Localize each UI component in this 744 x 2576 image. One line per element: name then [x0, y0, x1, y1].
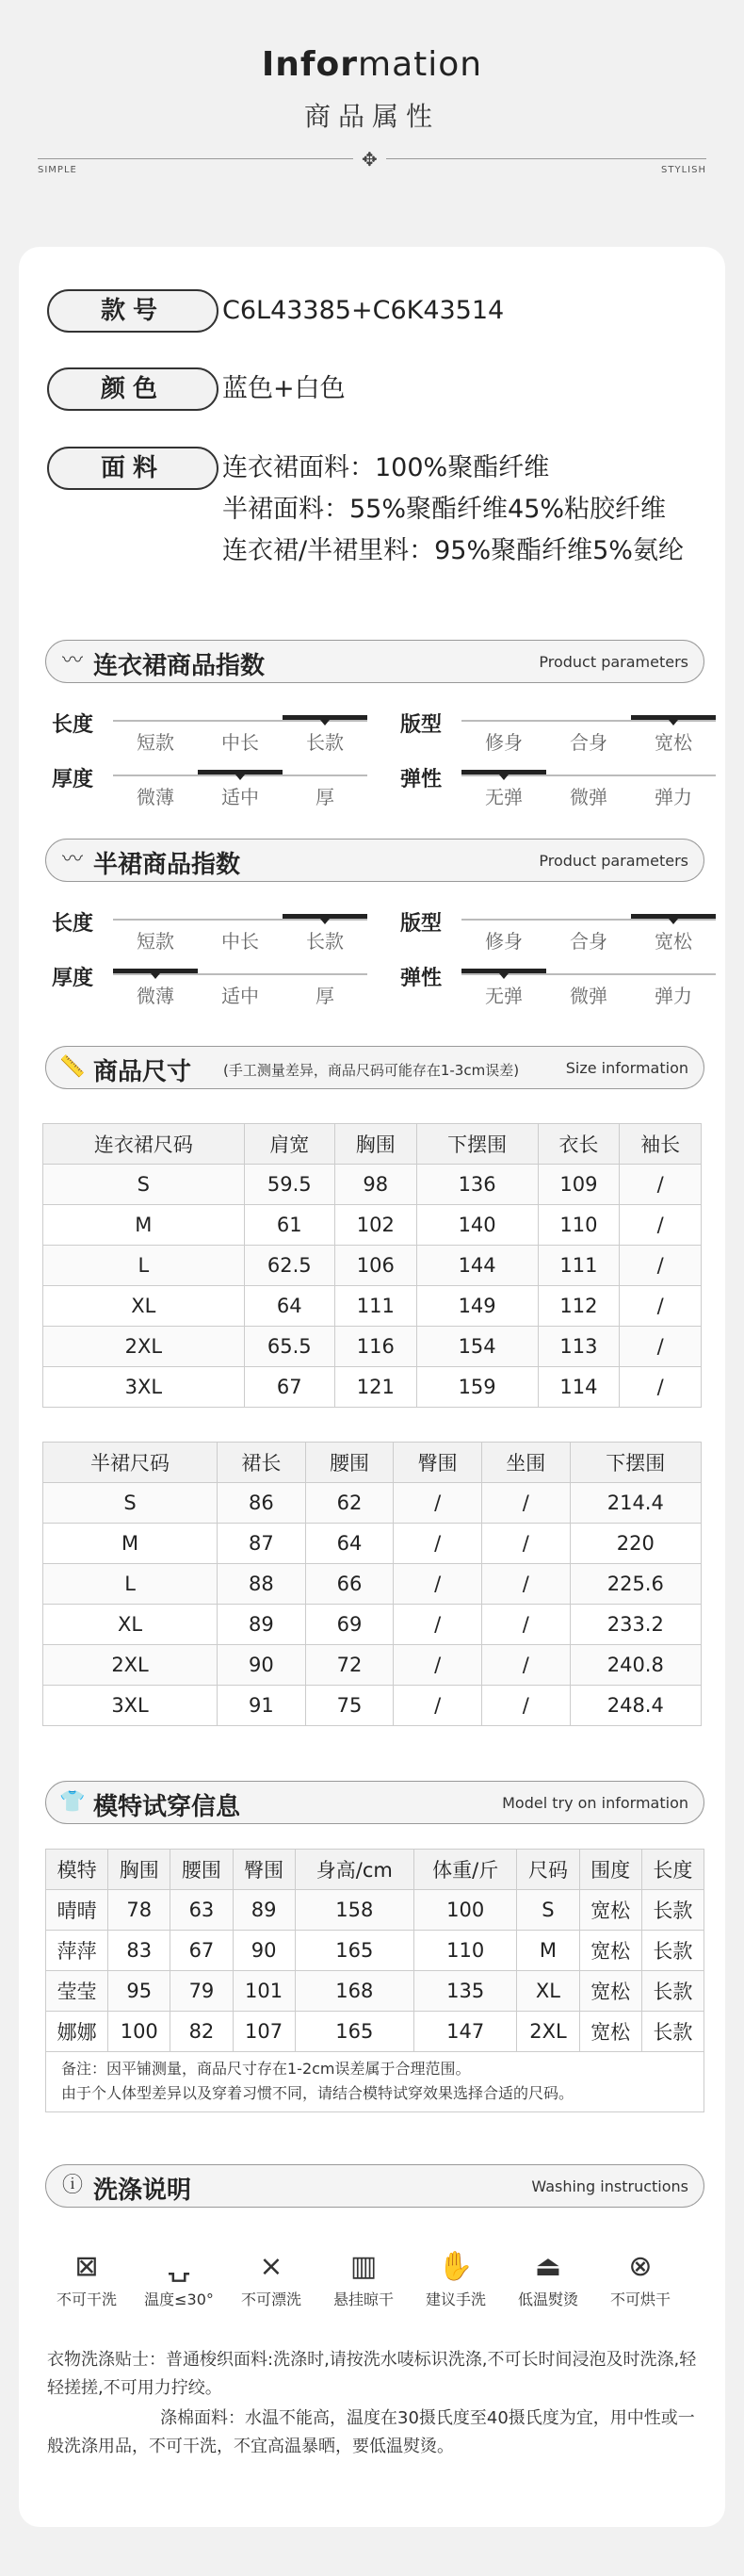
skirt-size-table: [42, 1442, 702, 1726]
table-cell: 168: [295, 1971, 413, 2012]
table-cell: 106: [334, 1246, 416, 1286]
remark-line: 由于个人体型差异以及穿着习惯不同，请结合模特试穿效果选择合适的尺码。: [61, 2084, 574, 2102]
index-option: 长款: [306, 930, 344, 953]
wash-icon-label: 不可烘干: [609, 2291, 671, 2308]
table-header-cell: 尺码: [517, 1850, 579, 1890]
tag-simple: SIMPLE: [38, 165, 77, 175]
table-cell: /: [394, 1564, 482, 1605]
table-header-cell: 袖长: [620, 1124, 702, 1165]
index-option: 中长: [221, 731, 259, 754]
table-cell: S: [43, 1483, 218, 1524]
table-cell: 2XL: [43, 1645, 218, 1686]
wash-icon-item: [139, 2246, 218, 2309]
table-cell: M: [517, 1931, 579, 1971]
dress-size-table: [42, 1123, 702, 1408]
table-cell: 89: [233, 1890, 295, 1931]
table-cell: 64: [305, 1524, 394, 1564]
table-row: [43, 1645, 702, 1686]
index-option: 微薄: [137, 786, 174, 808]
table-cell: 140: [416, 1205, 538, 1246]
index-option: 微薄: [137, 985, 174, 1007]
trend-icon: 〰: [61, 649, 83, 673]
index-track: [461, 909, 716, 956]
table-cell: 萍萍: [46, 1931, 108, 1971]
section-subtitle: Model try on information: [502, 1794, 688, 1812]
table-cell: 95: [108, 1971, 170, 2012]
table-cell: S: [43, 1165, 245, 1205]
table-cell: /: [481, 1564, 570, 1605]
wash-icon-item: [324, 2246, 403, 2309]
crosshair-icon: ✥: [362, 148, 378, 171]
table-row: [43, 1686, 702, 1726]
index-option: 无弹: [485, 786, 523, 808]
table-cell: 63: [170, 1890, 233, 1931]
fabric-line: 连衣裙/半裙里料：95%聚酯纤维5%氨纶: [222, 536, 684, 565]
model-table: [45, 1849, 704, 2052]
table-cell: 62: [305, 1483, 394, 1524]
table-cell: 64: [244, 1286, 334, 1327]
index-option: 厚: [315, 985, 334, 1007]
table-cell: 149: [416, 1286, 538, 1327]
title-english: Information: [261, 45, 483, 84]
table-cell: /: [394, 1686, 482, 1726]
table-header-cell: 模特: [46, 1850, 108, 1890]
index-track: [461, 765, 716, 812]
section-title: 半裙商品指数: [93, 851, 241, 879]
wash-icon-item: [47, 2246, 126, 2309]
wash-icon-label: 不可干洗: [56, 2291, 117, 2308]
table-header-row: [43, 1124, 702, 1165]
table-header-cell: 连衣裙尺码: [43, 1124, 245, 1165]
shirt-icon: 👕: [59, 1790, 86, 1814]
table-cell: 165: [295, 2012, 413, 2052]
section-title: 连衣裙商品指数: [93, 652, 266, 680]
index-label: 厚度: [52, 967, 94, 990]
table-cell: XL: [43, 1605, 218, 1645]
color-value: 蓝色+白色: [222, 374, 346, 403]
table-cell: 长款: [641, 1931, 704, 1971]
selected-marker: [151, 973, 160, 979]
table-header-cell: 腰围: [305, 1443, 394, 1483]
index-option: 修身: [485, 930, 523, 953]
table-cell: 宽松: [579, 1971, 641, 2012]
table-cell: 宽松: [579, 1931, 641, 1971]
table-cell: 158: [295, 1890, 413, 1931]
hand-wash-icon: ✋: [438, 2250, 474, 2283]
wash-icon-item: [416, 2246, 495, 2309]
table-cell: 240.8: [570, 1645, 701, 1686]
table-cell: 娜娜: [46, 2012, 108, 2052]
table-row: [43, 1246, 702, 1286]
table-cell: /: [481, 1483, 570, 1524]
table-header-cell: 下摆围: [416, 1124, 538, 1165]
table-cell: 90: [218, 1645, 306, 1686]
table-cell: 116: [334, 1327, 416, 1367]
section-subtitle: Product parameters: [539, 852, 688, 870]
table-row: [43, 1367, 702, 1408]
table-cell: /: [481, 1605, 570, 1645]
table-header-cell: 裙长: [218, 1443, 306, 1483]
wash-icon-label: 低温熨烫: [517, 2291, 578, 2308]
index-label: 长度: [52, 912, 94, 936]
fabric-line: 连衣裙面料：100%聚酯纤维: [222, 453, 550, 482]
tag-stylish: STYLISH: [661, 165, 706, 175]
table-header-cell: 肩宽: [244, 1124, 334, 1165]
table-cell: 宽松: [579, 2012, 641, 2052]
table-row: [43, 1605, 702, 1645]
table-cell: 莹莹: [46, 1971, 108, 2012]
index-label: 弹性: [400, 768, 443, 791]
hang-dry-icon: ▥: [349, 2250, 378, 2283]
table-header-row: [46, 1850, 704, 1890]
index-option: 无弹: [485, 985, 523, 1007]
table-cell: 121: [334, 1367, 416, 1408]
table-cell: 晴晴: [46, 1890, 108, 1931]
table-cell: 154: [416, 1327, 538, 1367]
index-option: 厚: [315, 786, 334, 808]
table-cell: 69: [305, 1605, 394, 1645]
table-cell: 214.4: [570, 1483, 701, 1524]
table-cell: 109: [538, 1165, 620, 1205]
wash-icon-item: [601, 2246, 680, 2309]
index-option: 修身: [485, 731, 523, 754]
table-header-cell: 衣长: [538, 1124, 620, 1165]
selected-marker: [669, 720, 678, 726]
table-header-row: [43, 1443, 702, 1483]
table-cell: 67: [170, 1931, 233, 1971]
section-subtitle: Size information: [565, 1059, 688, 1077]
table-header-cell: 臀围: [394, 1443, 482, 1483]
table-cell: 75: [305, 1686, 394, 1726]
table-cell: 165: [295, 1931, 413, 1971]
index-track: [113, 765, 367, 812]
table-cell: 107: [233, 2012, 295, 2052]
table-cell: 78: [108, 1890, 170, 1931]
model-remark: [45, 2051, 704, 2112]
index-track: [113, 710, 367, 758]
index-option: 宽松: [655, 731, 692, 754]
table-cell: /: [620, 1165, 702, 1205]
no-wash-icon: ⊠: [74, 2250, 99, 2283]
table-header-cell: 半裙尺码: [43, 1443, 218, 1483]
selected-marker: [499, 774, 509, 780]
selected-marker: [499, 973, 509, 979]
table-cell: 2XL: [43, 1327, 245, 1367]
wash-icons-row: [47, 2246, 697, 2322]
table-cell: 111: [334, 1286, 416, 1327]
table-cell: M: [43, 1524, 218, 1564]
care-text-1: 衣物洗涤贴士：普通梭织面料:洗涤时,请按洗水唛标识洗涤,不可长时间浸泡及时洗涤,轻轻搓搓,不可用力拧绞。: [47, 2350, 697, 2398]
table-row: [46, 1890, 704, 1931]
index-option: 合身: [570, 731, 607, 754]
index-option: 短款: [137, 731, 174, 754]
fabric-line: 半裙面料：55%聚酯纤维45%粘胶纤维: [222, 495, 667, 524]
table-header-cell: 臀围: [233, 1850, 295, 1890]
index-option: 长款: [306, 731, 344, 754]
table-cell: 66: [305, 1564, 394, 1605]
wash-icon-item: [509, 2246, 588, 2309]
page-header: [0, 0, 744, 247]
table-row: [43, 1165, 702, 1205]
table-cell: /: [394, 1605, 482, 1645]
table-cell: L: [43, 1246, 245, 1286]
index-label: 长度: [52, 713, 94, 737]
table-cell: /: [620, 1327, 702, 1367]
table-cell: 61: [244, 1205, 334, 1246]
table-cell: XL: [517, 1971, 579, 2012]
index-track: [461, 710, 716, 758]
ruler-icon: 📏: [59, 1055, 86, 1079]
table-header-cell: 围度: [579, 1850, 641, 1890]
index-option: 合身: [570, 930, 607, 953]
table-cell: 225.6: [570, 1564, 701, 1605]
table-cell: 宽松: [579, 1890, 641, 1931]
table-cell: 220: [570, 1524, 701, 1564]
info-icon: ⓘ: [61, 2174, 83, 2197]
table-cell: 113: [538, 1327, 620, 1367]
table-cell: 147: [414, 2012, 517, 2052]
table-row: [43, 1205, 702, 1246]
table-header-cell: 长度: [641, 1850, 704, 1890]
index-track: [113, 909, 367, 956]
index-label: 厚度: [52, 768, 94, 791]
table-cell: 59.5: [244, 1165, 334, 1205]
index-option: 适中: [221, 985, 259, 1007]
remark-line: 备注：因平铺测量，商品尺寸存在1-2cm误差属于合理范围。: [61, 2060, 471, 2078]
model-header: [45, 1781, 704, 1824]
table-cell: 82: [170, 2012, 233, 2052]
table-cell: 3XL: [43, 1686, 218, 1726]
color-label: 颜色: [47, 367, 218, 411]
section-title: 模特试穿信息: [93, 1793, 241, 1821]
table-cell: 233.2: [570, 1605, 701, 1645]
index-option: 微弹: [570, 786, 607, 808]
index-option: 短款: [137, 930, 174, 953]
table-cell: 长款: [641, 1971, 704, 2012]
table-cell: /: [394, 1524, 482, 1564]
table-cell: 110: [414, 1931, 517, 1971]
table-row: [43, 1564, 702, 1605]
selected-marker: [235, 774, 245, 780]
no-tumble-icon: ⊗: [628, 2250, 653, 2283]
index-option: 弹力: [655, 985, 692, 1007]
section-title: 商品尺寸: [93, 1058, 192, 1086]
wash-icon-label: 温度≤30°: [144, 2291, 214, 2308]
table-cell: 83: [108, 1931, 170, 1971]
index-option: 中长: [221, 930, 259, 953]
table-cell: 89: [218, 1605, 306, 1645]
no-bleach-icon: ⨯: [259, 2250, 283, 2283]
table-cell: 3XL: [43, 1367, 245, 1408]
table-header-cell: 身高/cm: [295, 1850, 413, 1890]
table-cell: 135: [414, 1971, 517, 2012]
divider-right: [386, 158, 706, 159]
table-cell: 长款: [641, 1890, 704, 1931]
table-row: [46, 1971, 704, 2012]
table-cell: 136: [416, 1165, 538, 1205]
selected-marker: [320, 720, 330, 726]
index-option: 适中: [221, 786, 259, 808]
wash-icon-label: 不可漂洗: [240, 2291, 301, 2308]
table-row: [43, 1483, 702, 1524]
table-cell: M: [43, 1205, 245, 1246]
table-cell: XL: [43, 1286, 245, 1327]
fabric-label: 面料: [47, 447, 218, 490]
product-card: [19, 247, 725, 2527]
table-cell: 100: [414, 1890, 517, 1931]
index-track: [461, 964, 716, 1011]
table-cell: 72: [305, 1645, 394, 1686]
wash-icon-item: [232, 2246, 311, 2309]
size-note: (手工测量差异，商品尺码可能存在1-3cm误差): [223, 1062, 520, 1079]
table-header-cell: 胸围: [108, 1850, 170, 1890]
table-header-cell: 下摆围: [570, 1443, 701, 1483]
table-cell: 112: [538, 1286, 620, 1327]
index-label: 版型: [400, 713, 443, 737]
wash-icon-label: 悬挂晾干: [332, 2291, 394, 2308]
table-cell: 长款: [641, 2012, 704, 2052]
title-chinese: 商品属性: [303, 101, 440, 132]
table-cell: 87: [218, 1524, 306, 1564]
selected-marker: [320, 919, 330, 924]
table-header-cell: 腰围: [170, 1850, 233, 1890]
table-cell: 110: [538, 1205, 620, 1246]
table-cell: 102: [334, 1205, 416, 1246]
table-row: [43, 1524, 702, 1564]
section-subtitle: Product parameters: [539, 653, 688, 671]
table-cell: 67: [244, 1367, 334, 1408]
index-option: 宽松: [655, 930, 692, 953]
table-row: [43, 1327, 702, 1367]
table-row: [46, 2012, 704, 2052]
table-cell: 90: [233, 1931, 295, 1971]
table-cell: 62.5: [244, 1246, 334, 1286]
dress-index-header: [45, 640, 704, 683]
index-track: [113, 964, 367, 1011]
table-cell: /: [481, 1686, 570, 1726]
table-cell: S: [517, 1890, 579, 1931]
table-cell: /: [481, 1645, 570, 1686]
index-option: 弹力: [655, 786, 692, 808]
section-subtitle: Washing instructions: [531, 2177, 688, 2195]
table-cell: 100: [108, 2012, 170, 2052]
index-option: 微弹: [570, 985, 607, 1007]
table-cell: /: [620, 1286, 702, 1327]
table-header-cell: 体重/斤: [414, 1850, 517, 1890]
style-number-value: C6L43385+C6K43514: [222, 296, 505, 325]
table-row: [46, 1931, 704, 1971]
table-cell: 65.5: [244, 1327, 334, 1367]
table-cell: 88: [218, 1564, 306, 1605]
index-label: 版型: [400, 912, 443, 936]
table-cell: /: [394, 1483, 482, 1524]
table-cell: 79: [170, 1971, 233, 2012]
table-cell: /: [620, 1205, 702, 1246]
divider-left: [38, 158, 353, 159]
table-cell: 144: [416, 1246, 538, 1286]
table-cell: 2XL: [517, 2012, 579, 2052]
wash-header: [45, 2164, 704, 2208]
trend-icon: 〰: [61, 848, 83, 872]
table-cell: 98: [334, 1165, 416, 1205]
section-title: 洗涤说明: [93, 2177, 192, 2205]
table-header-cell: 坐围: [481, 1443, 570, 1483]
table-cell: 248.4: [570, 1686, 701, 1726]
style-number-label: 款号: [47, 289, 218, 333]
wash-30-icon: ⍽: [168, 2250, 190, 2283]
table-cell: L: [43, 1564, 218, 1605]
table-header-cell: 胸围: [334, 1124, 416, 1165]
table-cell: /: [620, 1367, 702, 1408]
wash-icon-label: 建议手洗: [425, 2291, 486, 2308]
table-cell: 111: [538, 1246, 620, 1286]
table-cell: /: [620, 1246, 702, 1286]
selected-marker: [669, 919, 678, 924]
table-cell: 101: [233, 1971, 295, 2012]
index-label: 弹性: [400, 967, 443, 990]
care-text-2: 涤棉面料：水温不能高，温度在30摄氏度至40摄氏度为宜，用中性或一般洗涤用品，不可干洗，不宜高温暴晒，要低温熨烫。: [47, 2408, 695, 2456]
table-row: [43, 1286, 702, 1327]
table-cell: 114: [538, 1367, 620, 1408]
table-cell: 91: [218, 1686, 306, 1726]
table-cell: /: [394, 1645, 482, 1686]
low-iron-icon: ⏏: [534, 2250, 562, 2283]
table-cell: /: [481, 1524, 570, 1564]
skirt-index-header: [45, 839, 704, 882]
table-cell: 86: [218, 1483, 306, 1524]
table-cell: 159: [416, 1367, 538, 1408]
size-header: [45, 1046, 704, 1089]
